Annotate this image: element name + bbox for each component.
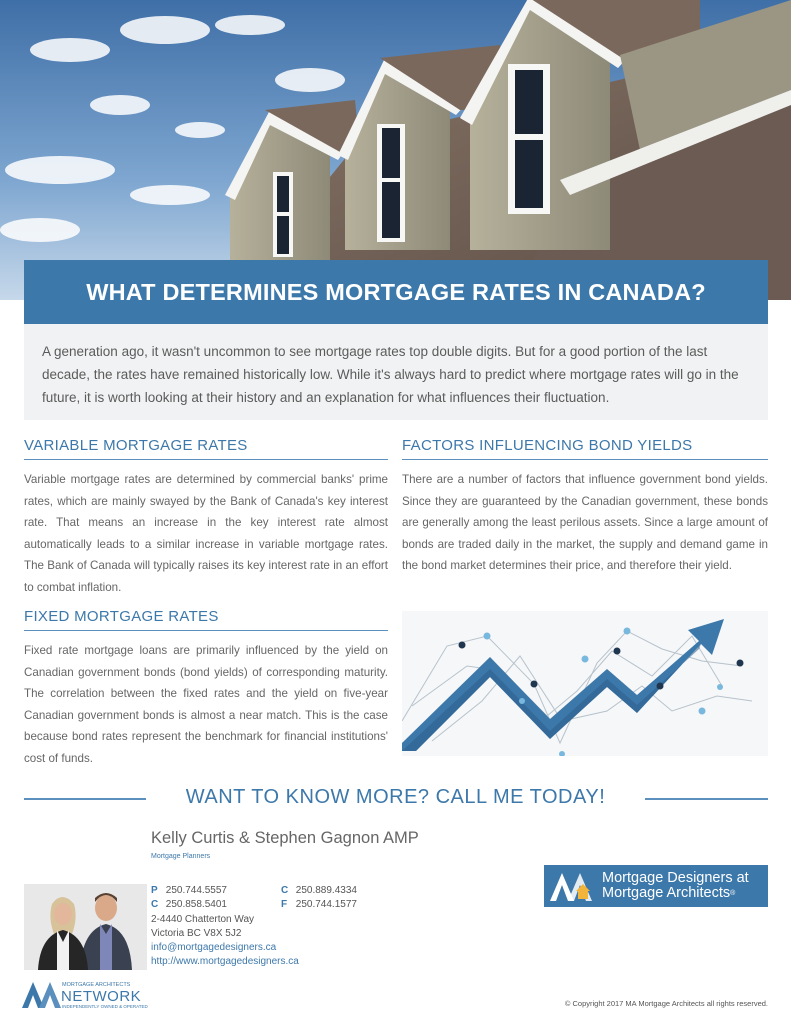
cell2-label: C: [281, 885, 289, 896]
brand-name: [602, 871, 749, 902]
section-body: Variable mortgage rates are determined by commercial banks' prime rates, which are mainly swayed by the Bank of Canada's key interest rate. That means an increase in the key interest rate almost automatically leads to a similar increase in variable mortgage rates. The Bank of Canada will typically raises its key interest rate in an effort to combat inflation.: [24, 473, 388, 594]
cta-heading: WANT TO KNOW MORE? CALL ME TODAY!: [185, 786, 606, 808]
section-bond-yields: [402, 437, 768, 577]
copyright-notice: © Copyright 2017 MA Mortgage Architects all rights reserved.: [564, 999, 768, 1008]
address-line-2: Victoria BC V8X 5J2: [151, 927, 242, 939]
cell2-value[interactable]: 250.889.4334: [295, 885, 357, 896]
phone-value[interactable]: 250.744.5557: [165, 885, 227, 896]
title-banner: [24, 260, 768, 324]
cell1-label: C: [151, 899, 159, 911]
section-heading: FIXED MORTGAGE RATES: [24, 608, 388, 631]
section-variable-rates: [24, 437, 388, 599]
phone-row: [151, 884, 411, 898]
section-heading: VARIABLE MORTGAGE RATES: [24, 437, 388, 460]
cell-row: [151, 898, 411, 912]
network-name: NETWORK: [61, 988, 142, 1005]
fax-value: 250.744.1577: [295, 899, 357, 911]
section-fixed-rates: [24, 608, 388, 770]
section-body: Fixed rate mortgage loans are primarily influenced by the yield on Canadian government bonds (bond yields) of corresponding maturity. The correlation between the fixed rates and the yield on five-year Canadian government bonds is almost a near match. This is the case because bond rates represent the benchmark for financial institutions' cost of funds.: [24, 644, 388, 765]
call-to-action: [0, 784, 791, 814]
planners-photo: [24, 884, 147, 970]
planner-role: Mortgage Planners: [151, 853, 211, 860]
fax-group: [281, 898, 357, 912]
hero-house-photo: [0, 0, 791, 300]
ma-logo-icon: [550, 871, 596, 901]
page-title: WHAT DETERMINES MORTGAGE RATES IN CANADA?: [86, 278, 706, 305]
registered-mark: ®: [730, 890, 736, 897]
cell2-group: [281, 884, 357, 898]
contact-details: [151, 884, 411, 970]
network-tagline: INDEPENDENTLY OWNED & OPERATED: [62, 1004, 148, 1009]
address-line-1: 2-4440 Chatterton Way: [151, 913, 255, 925]
phone-label: P: [151, 885, 158, 896]
rising-arrow-illustration: [402, 611, 768, 756]
divider-line: [24, 798, 146, 800]
brand-logo-box: [544, 865, 768, 907]
brand-line-2: Mortgage Architects: [602, 885, 731, 901]
brand-line-2-wrap: [602, 886, 749, 902]
email-link[interactable]: info@mortgagedesigners.ca: [151, 942, 277, 954]
brand-line-1: Mortgage Designers at: [602, 869, 749, 886]
fax-label: F: [281, 899, 288, 911]
intro-paragraph: A generation ago, it wasn't uncommon to see mortgage rates top double digits. But for a good portion of the last decade, the rates have remained historically low. While it's always hard to predict where mortgage rates will go in the future, it is worth looking at their history and an explanation for what influences their fluctuation.: [24, 324, 768, 420]
network-small-text: MORTGAGE ARCHITECTS: [62, 982, 131, 988]
cell1-value[interactable]: 250.858.5401: [165, 899, 227, 911]
website-link[interactable]: http://www.mortgagedesigners.ca: [151, 956, 299, 968]
divider-line: [645, 798, 768, 800]
section-heading: FACTORS INFLUENCING BOND YIELDS: [402, 437, 768, 460]
planner-names: Kelly Curtis & Stephen Gagnon AMP: [151, 829, 419, 847]
section-body: There are a number of factors that influence government bond yields. Since they are guaranteed by the Canadian government, these bonds are generally among the least perilous assets. Since a large amount of bonds are traded daily in the market, the supply and demand game in the bond market determines their price, and therefore their yield.: [402, 473, 768, 573]
